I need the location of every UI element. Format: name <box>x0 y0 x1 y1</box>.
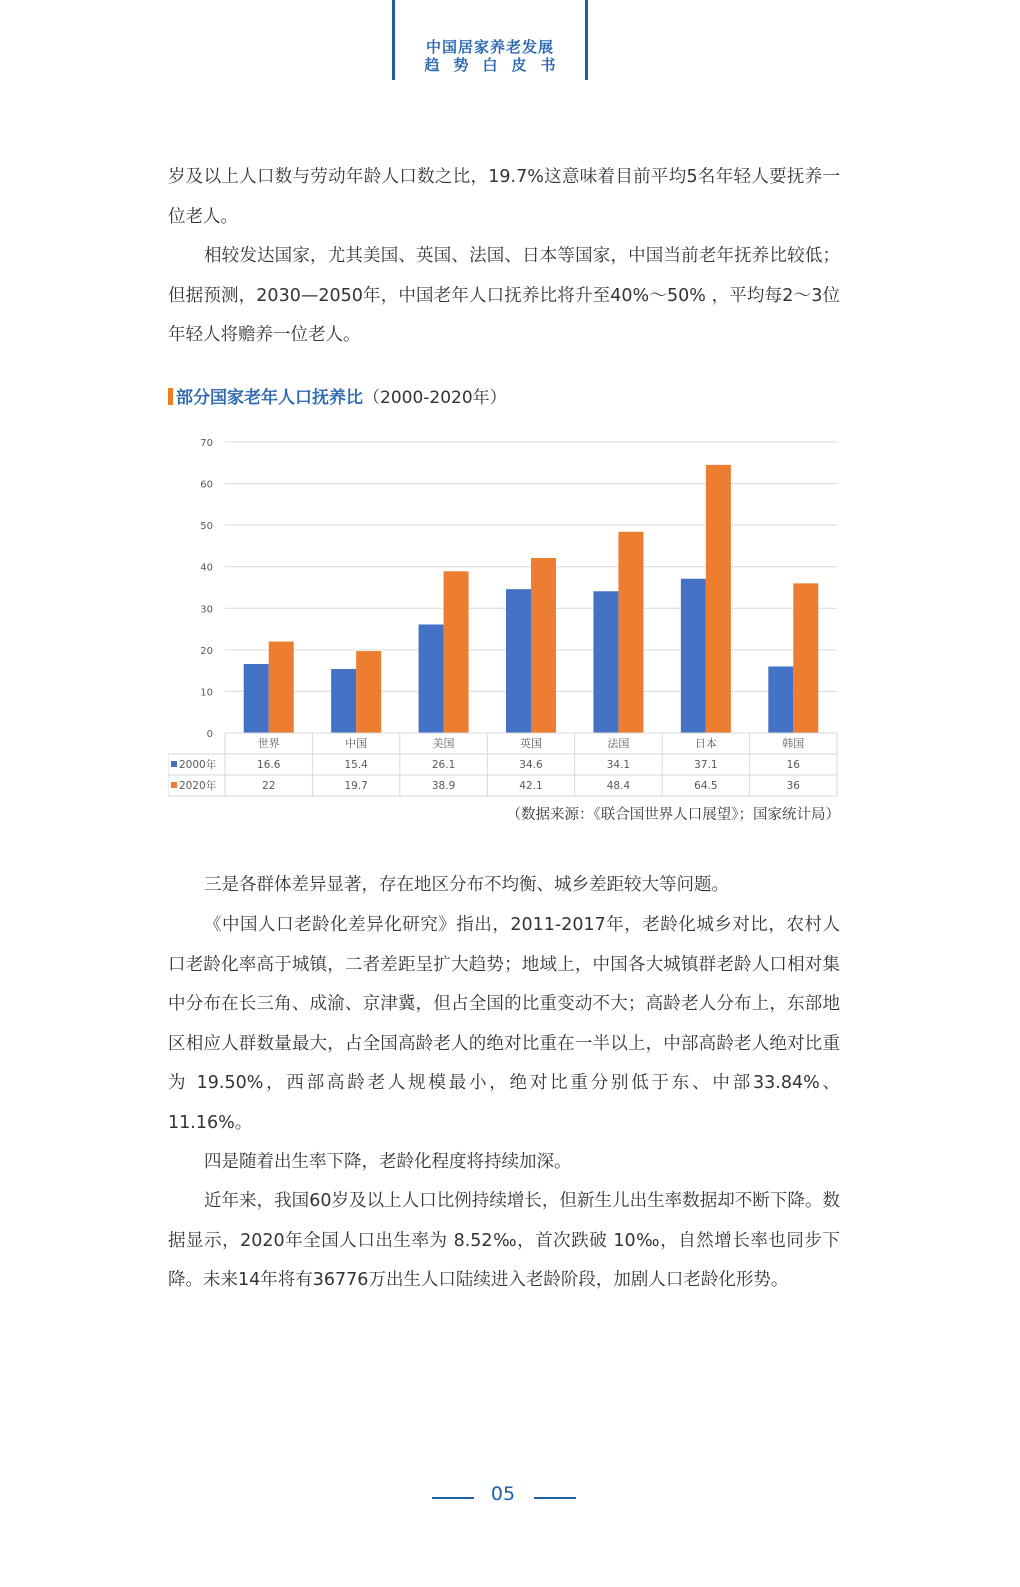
legend-label: 2020年 <box>179 780 217 792</box>
data-label: 16.6 <box>257 759 281 771</box>
x-category-label: 法国 <box>607 737 630 750</box>
y-tick-label: 0 <box>206 729 213 740</box>
paragraph-5: 四是随着出生率下降，老龄化程度将持续加深。 <box>204 1152 572 1172</box>
y-tick-label: 20 <box>200 645 213 657</box>
figure-title-suffix: （2000-2020年） <box>363 388 507 408</box>
bar-2000-1 <box>331 669 356 733</box>
data-label: 26.1 <box>431 759 456 771</box>
y-tick-label: 70 <box>200 438 213 449</box>
footer-line-right <box>534 1497 576 1499</box>
legend-label: 2000年 <box>179 759 217 771</box>
page-number: 05 <box>490 1483 516 1505</box>
data-label: 15.4 <box>344 759 368 771</box>
x-category-label: 世界 <box>257 737 280 750</box>
data-label: 48.4 <box>606 780 631 792</box>
bar-2000-4 <box>593 591 618 733</box>
data-label: 22 <box>262 780 276 792</box>
y-tick-label: 50 <box>200 521 213 533</box>
y-tick-label: 10 <box>200 687 213 699</box>
bar-2020-0 <box>269 642 294 733</box>
y-tick-label: 30 <box>200 604 213 616</box>
bar-chart <box>168 420 840 800</box>
data-source: （数据来源：《联合国世界人口展望》；国家统计局） <box>506 807 840 823</box>
legend-swatch-1 <box>171 782 177 788</box>
bar-2020-6 <box>793 583 818 733</box>
x-category-label: 日本 <box>694 737 717 750</box>
footer-line-left <box>432 1497 474 1499</box>
data-label: 37.1 <box>694 759 718 771</box>
x-category-label: 韩国 <box>782 737 805 750</box>
data-label: 38.9 <box>431 780 456 792</box>
y-tick-label: 60 <box>200 479 213 491</box>
data-label: 19.7 <box>344 780 368 792</box>
data-label: 36 <box>786 780 800 792</box>
title-marker-icon <box>168 388 173 405</box>
bar-2000-0 <box>244 664 269 733</box>
legend-swatch-0 <box>171 761 177 767</box>
x-category-label: 英国 <box>520 737 542 750</box>
x-category-label: 美国 <box>432 737 455 750</box>
bar-2020-5 <box>706 465 731 733</box>
bar-2020-2 <box>444 571 469 733</box>
header-box <box>392 0 588 80</box>
page-footer <box>0 1483 1020 1513</box>
paragraph-1: 岁及以上人口数与劳动年龄人口数之比，19.7%这意味着目前平均5名年轻人要抚养一位老人。 <box>168 167 840 227</box>
bar-2000-3 <box>506 589 531 733</box>
figure-title <box>168 385 507 411</box>
header-title-line1: 中国居家养老发展 <box>425 38 554 56</box>
x-category-label: 中国 <box>345 737 368 750</box>
data-label: 42.1 <box>519 780 543 792</box>
paragraph-2: 相较发达国家，尤其美国、英国、法国、日本等国家，中国当前老年抚养比较低；但据预测，2030—2050年，中国老年人口抚养比将升至40%～50% ，平均每2～3位年轻人将赡养一位老人。 <box>168 246 840 345</box>
data-label: 16 <box>786 759 800 771</box>
bar-2000-5 <box>681 579 706 733</box>
data-label: 34.1 <box>606 759 631 771</box>
paragraph-4: 《中国人口老龄化差异化研究》指出，2011-2017年，老龄化城乡对比，农村人口老龄化率高于城镇，二者差距呈扩大趋势；地域上，中国各大城镇群老龄人口相对集中分布在长三角、成渝、京津冀，但占全国的比重变动不大；高龄老人分布上，东部地区相应人群数量最大，占全国高龄老人的绝对比重在一半以上，中部高龄老人绝对比重为 19.50%，西部高龄老人规模最小，绝对比重分别低于东、中部33.84%、11.16%。 <box>168 915 840 1133</box>
header-title-line2: 趋势白皮书 <box>424 56 570 74</box>
y-tick-label: 40 <box>200 562 213 574</box>
paragraph-6: 近年来，我国60岁及以上人口比例持续增长，但新生儿出生率数据却不断下降。数据显示，2020年全国人口出生率为 8.52‰，首次跌破 10‰，自然增长率也同步下降。未来14年将有36776万出生人口陆续进入老龄阶段，加剧人口老龄化形势。 <box>168 1191 840 1290</box>
bar-2020-4 <box>618 532 643 733</box>
bar-2000-6 <box>768 666 793 733</box>
bar-2020-1 <box>356 651 381 733</box>
bar-2000-2 <box>419 624 444 733</box>
data-label: 64.5 <box>694 780 718 792</box>
data-label: 34.6 <box>519 759 543 771</box>
figure-title-main: 部分国家老年人口抚养比 <box>176 388 363 408</box>
paragraph-3: 三是各群体差异显著，存在地区分布不均衡、城乡差距较大等问题。 <box>204 875 729 895</box>
bar-2020-3 <box>531 558 556 733</box>
